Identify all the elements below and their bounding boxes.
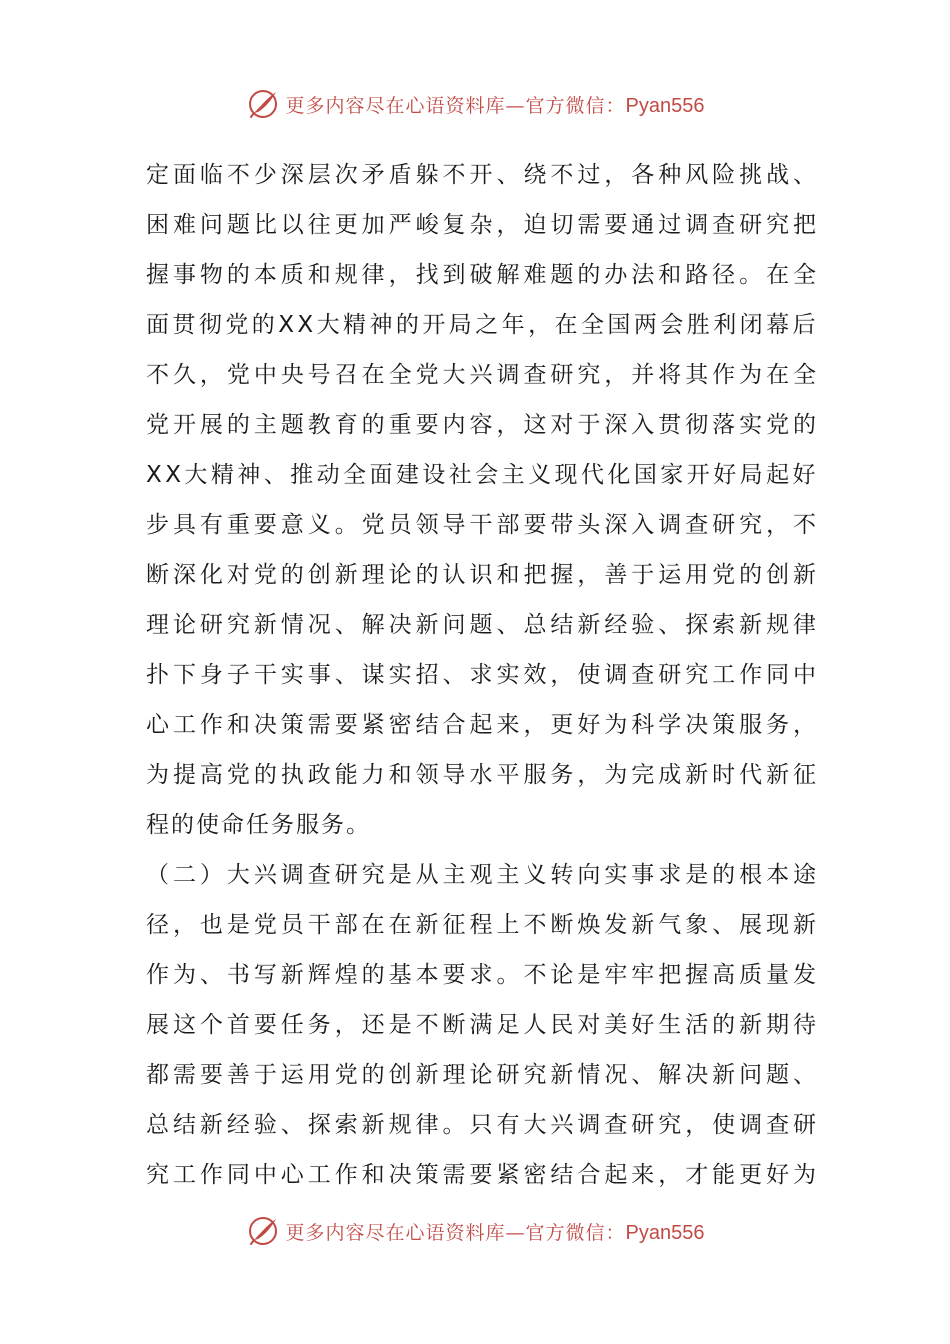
document-body [146, 150, 820, 1200]
text-line: 困难问题比以往更加严峻复杂，迫切需要通过调查研究把 [146, 212, 820, 238]
text-line: 握事物的本质和规律，找到破解难题的办法和路径。在全 [146, 262, 820, 288]
wechat-id: Pyan556 [625, 94, 705, 117]
watermark-text [286, 1218, 705, 1245]
text-line: 定面临不少深层次矛盾躲不开、绕不过，各种风险挑战、 [146, 162, 820, 188]
text-line: 党开展的主题教育的重要内容，这对于深入贯彻落实党的 [146, 412, 820, 438]
text-line: 总结新经验、探索新规律。只有大兴调查研究，使调查研 [146, 1112, 820, 1138]
text-line: 展这个首要任务，还是不断满足人民对美好生活的新期待 [146, 1012, 820, 1038]
text-line: 面贯彻党的XX大精神的开局之年，在全国两会胜利闭幕后 [146, 312, 819, 338]
watermark-label: 更多内容尽在心语资料库—官方微信： [285, 1221, 626, 1244]
text-line: （二）大兴调查研究是从主观主义转向实事求是的根本途 [146, 862, 820, 888]
watermark-text [286, 91, 705, 118]
text-line: 不久，党中央号召在全党大兴调查研究，并将其作为在全 [146, 362, 820, 388]
text-line: 断深化对党的创新理论的认识和把握，善于运用党的创新 [146, 562, 820, 588]
text-line: 究工作同中心工作和决策需要紧密结合起来，才能更好为 [146, 1162, 820, 1188]
text-line: 扑下身子干实事、谋实招、求实效，使调查研究工作同中 [146, 662, 820, 688]
quill-pen-logo-icon [246, 1214, 280, 1248]
text-line: XX大精神、推动全面建设社会主义现代化国家开好局起好 [146, 462, 819, 488]
text-line: 都需要善于运用党的创新理论研究新情况、解决新问题、 [146, 1062, 820, 1088]
text-line: 理论研究新情况、解决新问题、总结新经验、探索新规律 [146, 612, 820, 638]
watermark-label: 更多内容尽在心语资料库—官方微信： [285, 94, 626, 117]
text-line: 为提高党的执政能力和领导水平服务，为完成新时代新征 [146, 762, 820, 788]
text-line: 程的使命任务服务。 [146, 812, 371, 838]
wechat-id: Pyan556 [625, 1221, 705, 1244]
text-line: 径，也是党员干部在在新征程上不断焕发新气象、展现新 [146, 912, 820, 938]
text-line: 心工作和决策需要紧密结合起来，更好为科学决策服务， [146, 712, 820, 738]
footer-watermark-banner [0, 1211, 950, 1251]
header-watermark-banner [0, 84, 950, 124]
text-line: 作为、书写新辉煌的基本要求。不论是牢牢把握高质量发 [146, 962, 820, 988]
text-line: 步具有重要意义。党员领导干部要带头深入调查研究，不 [146, 512, 820, 538]
quill-pen-logo-icon [246, 87, 280, 121]
